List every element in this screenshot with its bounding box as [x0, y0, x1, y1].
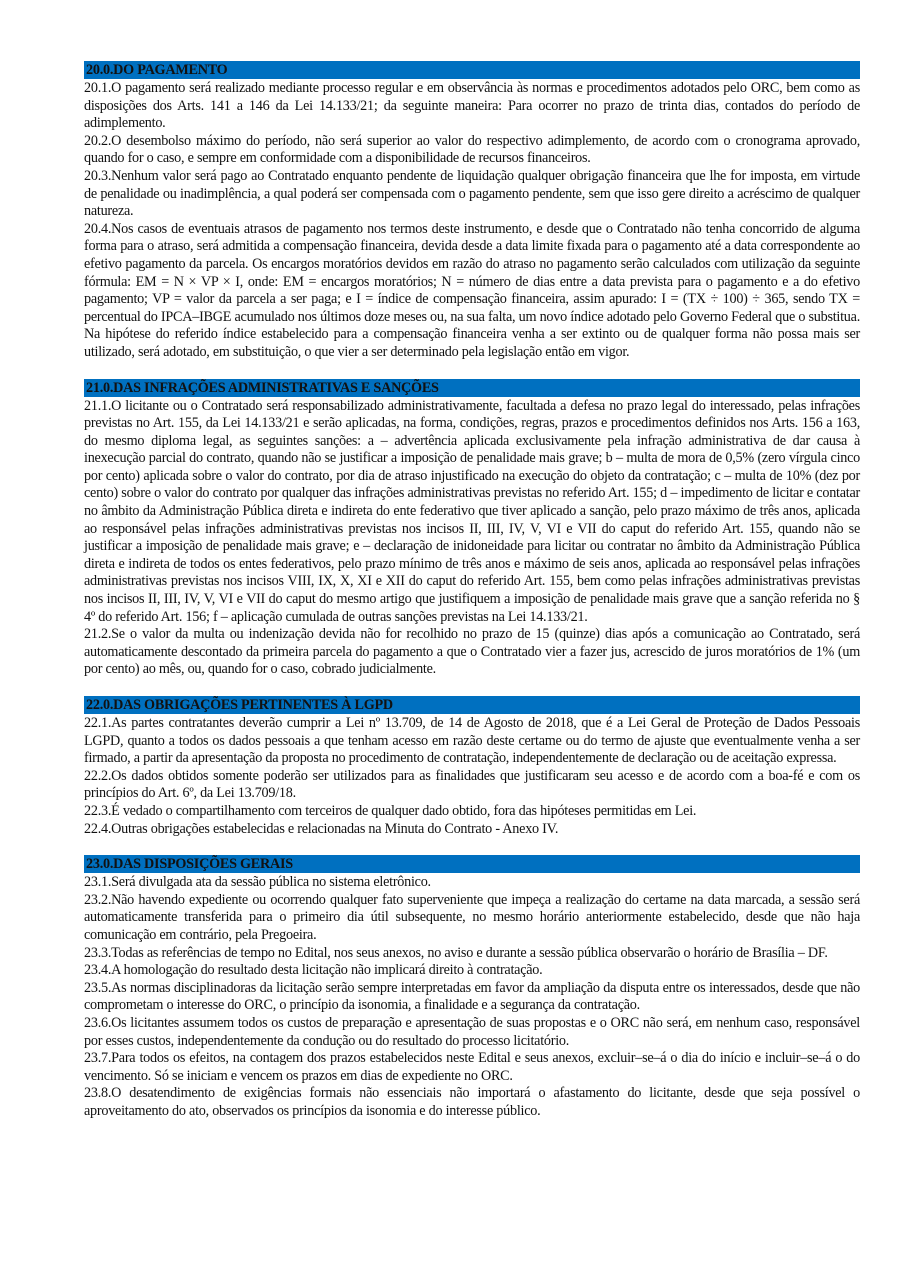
paragraph: 22.1.As partes contratantes deverão cumprir a Lei nº 13.709, de 14 de Agosto de 2018, que é a Lei Geral de Proteção de Dados Pessoais LGPD, quanto a todos os dados pessoais a que tenham acesso em razão deste certame ou do termo de ajuste que eventualmente venha a ser firmado, a partir da apresentação da proposta no procedimento de contratação, independentemente de declaração ou de aceitação expressa. [84, 715, 860, 767]
paragraph: 20.4.Nos casos de eventuais atrasos de pagamento nos termos deste instrumento, e desde que o Contratado não tenha concorrido de alguma forma para o atraso, será admitida a compensação financeira, devida desde a data limite fixada para o pagamento até a data correspondente ao efetivo pagamento da parcela. Os encargos moratórios devidos em razão do atraso no pagamento serão calculados com utilização da seguinte fórmula: EM = N × VP × I, onde: EM = encargos moratórios; N = número de dias entre a data prevista para o pagamento e a do efetivo pagamento; VP = valor da parcela a ser paga; e I = índice de compensação financeira, assim apurado: I = (TX ÷ 100) ÷ 365, sendo TX = percentual do IPCA–IBGE acumulado nos últimos doze meses ou, na sua falta, um novo índice adotado pelo Governo Federal que o substitua. Na hipótese do referido índice estabelecido para a compensação financeira venha a ser extinto ou de qualquer forma não possa mais ser utilizado, será adotado, em substituição, o que vier a ser determinado pela legislação então em vigor. [84, 220, 860, 360]
paragraph: 23.5.As normas disciplinadoras da licitação serão sempre interpretadas em favor da ampliação da disputa entre os interessados, desde que não comprometam o interesse do ORC, o princípio da isonomia, a finalidade e a segurança da contratação. [84, 979, 860, 1014]
section-lgpd [84, 696, 860, 838]
section-pagamento [84, 61, 860, 362]
paragraph: 23.1.Será divulgada ata da sessão pública no sistema eletrônico. [84, 874, 431, 891]
section-heading: 22.0.DAS OBRIGAÇÕES PERTINENTES À LGPD [84, 696, 860, 715]
paragraph: 22.3.É vedado o compartilhamento com terceiros de qualquer dado obtido, fora das hipóteses permitidas em Lei. [84, 802, 697, 819]
section-infracoes [84, 379, 860, 680]
paragraph: 20.1.O pagamento será realizado mediante processo regular e em observância às normas e procedimentos adotados pelo ORC, bem como as disposições dos Arts. 141 a 146 da Lei 14.133/21; da seguinte maneira: Para ocorrer no prazo de trinta dias, contados do período de adimplemento. [84, 80, 860, 132]
document-page [84, 61, 860, 1137]
paragraph: 23.4.A homologação do resultado desta licitação não implicará direito à contratação. [84, 962, 543, 979]
paragraph: 23.6.Os licitantes assumem todos os custos de preparação e apresentação de suas propostas e o ORC não será, em nenhum caso, responsável por esses custos, independentemente da condução ou do resultado do processo licitatório. [84, 1014, 860, 1049]
paragraph: 23.8.O desatendimento de exigências formais não essenciais não importará o afastamento do licitante, desde que seja possível o aproveitamento do ato, observados os princípios da isonomia e do interesse público. [84, 1085, 860, 1119]
paragraph: 23.3.Todas as referências de tempo no Edital, nos seus anexos, no aviso e durante a sessão pública observarão o horário de Brasília – DF. [84, 944, 828, 961]
paragraph: 22.2.Os dados obtidos somente poderão ser utilizados para as finalidades que justificaram seu acesso e de acordo com a boa-fé e com os princípios do Art. 6º, da Lei 13.709/18. [84, 767, 860, 802]
section-heading: 20.0.DO PAGAMENTO [84, 61, 860, 80]
paragraph: 20.3.Nenhum valor será pago ao Contratado enquanto pendente de liquidação qualquer obrigação financeira que lhe for imposta, em virtude de penalidade ou inadimplência, a qual poderá ser compensada com o pagamento pendente, sem que isso gere direito a acréscimo de qualquer natureza. [84, 167, 860, 220]
paragraph: 22.4.Outras obrigações estabelecidas e relacionadas na Minuta do Contrato - Anexo IV. [84, 820, 559, 837]
section-disposicoes-gerais [84, 855, 860, 1120]
section-heading: 23.0.DAS DISPOSIÇÕES GERAIS [84, 855, 860, 874]
paragraph: 23.2.Não havendo expediente ou ocorrendo qualquer fato superveniente que impeça a realização do certame na data marcada, a sessão será automaticamente transferida para o primeiro dia útil subsequente, no mesmo horário anteriormente estabelecido, desde que não haja comunicação em contrário, pela Pregoeira. [84, 891, 860, 943]
paragraph: 23.7.Para todos os efeitos, na contagem dos prazos estabelecidos neste Edital e seus anexos, excluir–se–á o dia do início e incluir–se–á o do vencimento. Só se iniciam e vencem os prazos em dias de expediente no ORC. [84, 1050, 860, 1084]
paragraph: 21.1.O licitante ou o Contratado será responsabilizado administrativamente, facultada a defesa no prazo legal do interessado, pelas infrações previstas no Art. 155, da Lei 14.133/21 e serão aplicadas, na forma, condições, regras, prazos e procedimentos definidos nos Arts. 156 a 163, do mesmo diploma legal, as seguintes sanções: a – advertência aplicada exclusivamente pela infração administrativa de dar causa à inexecução parcial do contrato, quando não se justificar a imposição de penalidade mais grave; b – multa de mora de 0,5% (zero vírgula cinco por cento) aplicada sobre o valor do contrato, por dia de atraso injustificado na execução do objeto da contratação; c – multa de 10% (dez por cento) sobre o valor do contrato por qualquer das infrações administrativas previstas no referido Art. 155; d – impedimento de licitar e contatar no âmbito da Administração Pública direta e indireta do ente federativo que tiver aplicado a sanção, pelo prazo máximo de três anos, aplicada ao responsável pelas infrações administrativas previstas nos incisos II, III, IV, V, VI e VII do caput do referido Art. 155, quando não se justificar a imposição de penalidade mais grave; e – declaração de inidoneidade para licitar ou contratar no âmbito da Administração Pública direta e indireta de todos os entes federativos, pelo prazo mínimo de três anos e máximo de seis anos, aplicada ao responsável pelas infrações administrativas previstas nos incisos VIII, IX, X, XI e XII do caput do referido Art. 155, bem como pelas infrações administrativas previstas nos incisos II, III, IV, V, VI e VII do caput do mesmo artigo que justifiquem a imposição de penalidade mais grave que a sanção referida no § 4º do referido Art. 156; f – aplicação cumulada de outras sanções previstas na Lei 14.133/21. [84, 397, 860, 625]
paragraph: 20.2.O desembolso máximo do período, não será superior ao valor do respectivo adimplemento, de acordo com o cronograma aprovado, quando for o caso, e sempre em conformidade com a disponibilidade de recursos financeiros. [84, 132, 860, 167]
section-heading: 21.0.DAS INFRAÇÕES ADMINISTRATIVAS E SANÇÕES [84, 379, 860, 398]
paragraph: 21.2.Se o valor da multa ou indenização devida não for recolhido no prazo de 15 (quinze) dias após a comunicação ao Contratado, será automaticamente descontado da primeira parcela do pagamento a que o Contratado vier a fazer jus, acrescido de juros moratórios de 1% (um por cento) ao mês, ou, quando for o caso, cobrado judicialmente. [84, 626, 860, 678]
